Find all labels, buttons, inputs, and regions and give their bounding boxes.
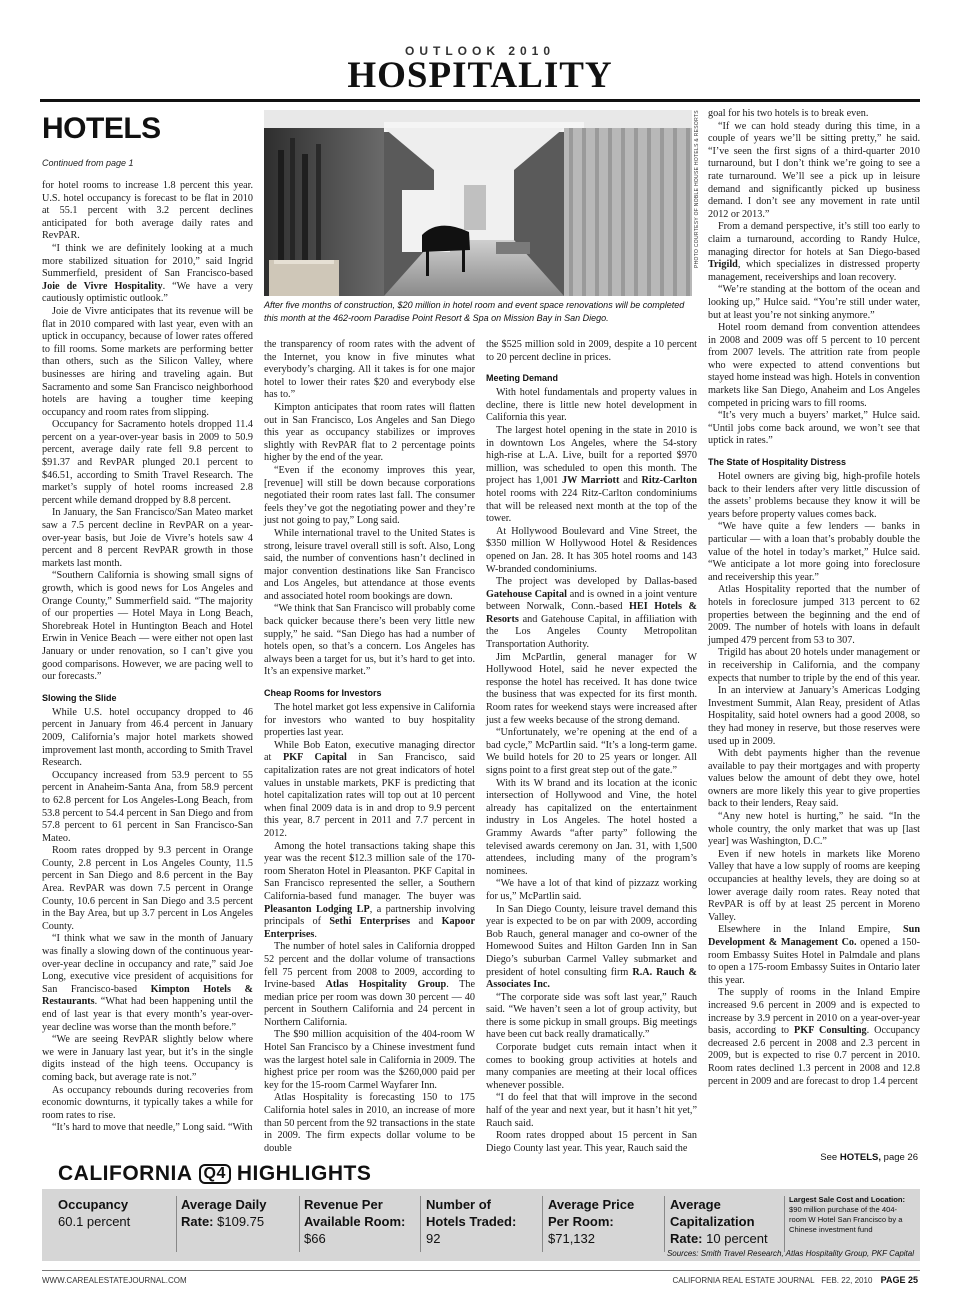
quarter-badge: Q4 xyxy=(199,1164,231,1184)
footer-info xyxy=(672,1275,918,1285)
highlight-price-per-room xyxy=(548,1196,663,1252)
highlight-label: Revenue Per xyxy=(304,1197,383,1212)
page-masthead: HOSPITALITY xyxy=(347,55,613,96)
highlights-title-left: CALIFORNIA xyxy=(58,1162,193,1185)
see-section: HOTELS, xyxy=(839,1152,882,1163)
highlight-value: 92 xyxy=(426,1231,441,1246)
highlight-divider xyxy=(299,1196,300,1252)
highlight-divider xyxy=(176,1196,177,1252)
article-column-4: goal for his two hotels is to break even. “If we can hold steady during this time, in a couple of years we’ll be sitting pretty,” he said. “I’ve seen the first signs of a third-quarter 2010 turnaround, but I don’t think we’re going to see a rate turnaround. We’ll see a pick up in leisure demand and significantly picked up business demand. I don’t see any movement in rate until 2012 or 2013.” From a demand perspective, it’s still too early to claim a turnaround, according to Randy Hulce, managing director for hotels at San Diego-based Trigild, which specializes in distressed property management, receiverships and loan recovery. “We’re standing at the bottom of the ocean and looking up,” Hulce said. “You’re still under water, but at least you’re not sinking anymore.” Hotel room demand from convention attendees in 2008 and 2009 was off 5 percent to 10 percent from 2007 levels. The attrition rate from people who were expected to attend conventions but stayed home instead was high. Hotels in convention markets like San Diego, Anaheim and Los Angeles competed in pricing wars to fill rooms. “It’s very much a buyers’ market,” Hulce said. “Until jobs come back around, we won’t see that uptick in rates.” The State of Hospitality Distress Hotel owners are giving big, high-profile hotels back to their lenders after very little discussion of the assets’ problems because they know it will be years before property values comes back. “We have quite a few lenders — banks in particular — with a loan that’s probably double the value of the hotel in today’s market,” Hulce said. “We anticipate a lot more going into foreclosure and receivership this year.” Atlas Hospitality reported that the number of hotels in foreclosure jumped 313 percent to 62 properties between the beginning and the end of 2009. The number of hotels with loans in default jumped 479 percent from 53 to 307. Trigild has about 20 hotels under management or in receivership in California, and the company expects that number to triple by the end of this year. In an interview at January’s Americas Lodging Investment Summit, Alan Reay, president of Atlas Hospitality, said hotel owners had a good 2008, so they had money in reserve, but those reserves were used up in 2009. With debt payments higher than the revenue available to pay their mortgages and with property values below the amount of debt they owe, hotel owners are more likely this year to give properties back to their lenders, Reay said. “Any new hotel is hurting,” he said. “In the whole country, the only market that was up [last year] was Washington, D.C.” Even if new hotels in markets like Moreno Valley that have a low supply of rooms are keeping occupancies at healthy levels, they are doing so at lower average daily room rates. Reay noted that RevPAR is off by at least 25 percent in Moreno Valley. Elsewhere in the Inland Empire, Sun Development & Management Co. opened a 150-room Embassy Suites Hotel in Palmdale and plans to open a 175-room Embassy Suites in Ontario later this year. The supply of rooms in the Inland Empire increased 9.6 percent in 2009 and is expected to increase by 3.9 percent in 2010 on a year-over-year basis, according to PKF Consulting. Occupancy decreased 2.6 percent in 2008 and 2.3 percent in 2009, but is expected to rise 0.7 percent in 2010. Room rates declined 1.3 percent in 2008 and 12.8 percent in 2009 and are forecast to drop 1.4 percent xyxy=(708,108,920,1087)
highlight-value: $71,132 xyxy=(548,1231,595,1246)
highlight-hotels-traded xyxy=(426,1196,541,1252)
highlight-value: 60.1 percent xyxy=(58,1214,131,1229)
highlight-divider xyxy=(664,1196,665,1252)
highlight-divider xyxy=(784,1196,785,1252)
article-column-1: for hotel rooms to increase 1.8 percent this year. U.S. hotel occupancy is forecast to be flat in 2010 at 55.1 percent with 3.2 percent declines anticipated for both average daily rates and RevPAR. “I think we are definitely looking at a much more stabilized situation for 2010,” said Ingrid Summerfield, president of San Francisco-based Joie de Vivre Hospitality. “We have a very cautiously optimistic outlook.” Joie de Vivre anticipates that its revenue will be flat in 2010 compared with last year, even with an uptick in occupancy, because of lower rates offered to fill rooms. Some markets are performing better than others, such as the Silicon Valley, where businesses are hiring and traveling again. But Sacramento and some San Francisco neighborhood hotels are having a tougher time keeping occupancy and room rates from slipping. Occupancy for Sacramento hotels dropped 11.4 percent on a year-over-year basis in 2009 to 50.9 percent, average daily rate fell 9.8 percent to $91.37 and RevPAR plunged 20.1 percent to $46.51, according to Smith Travel Research. The market’s supply of hotel rooms increased 2.8 percent while demand dropped by 8.8 percent. In January, the San Francisco/San Mateo market saw a 7.5 percent decline in RevPAR on a year-over-year basis, but Joie de Vivre’s hotels saw 4 percent and 8 percent RevPAR growth in those markets last month. “Southern California is showing small signs of growth, which is good news for Los Angeles and Orange County,” Summerfield said. “The majority of our properties — Hotel Maya in Long Beach, Shorebreak Hotel in Huntington Beach and Hotel Erwin in Venice Beach — were either not open last January or under renovation, so I can’t give you good comparisons. However, we are pacing well to our forecasts.” Slowing the Slide While U.S. hotel occupancy dropped to 46 percent in January from 46.4 percent in January 2009, California’s major hotel markets showed improvement last month, according to Smith Travel Research. Occupancy increased from 53.9 percent to 55 percent in Anaheim-Santa Ana, from 58.9 percent to 62.8 percent for Los Angeles-Long Beach, from 53.8 percent to 54.4 percent in San Diego and from 57.8 percent to 61 percent in San Francisco-San Mateo. Room rates dropped by 9.3 percent in Orange County, 2.8 percent in Los Angeles County, 11.5 percent in San Diego and 8.6 percent in the Bay Area. RevPAR was down 7.5 percent in Orange County, 10.6 percent in San Diego and 3.5 percent in the Bay Area, but up 3.7 percent in Los Angeles County. “I think what we saw in the month of January was finally a slowing down of the continuous year-over-year decline in occupancy and rate,” said Joe Long, executive vice president of acquisitions for San Francisco-based Kimpton Hotels & Restaurants. “What had been happening until the end of last year is that every month’s year-over-year decline was worse than the month before.” “We are seeing RevPAR slightly below where we were in January last year, but it’s in the single digits instead of the high teens. Occupancy is coming back, but average rate is not.” As occupancy rebounds during recoveries from economic downturns, it typically takes a while for room rates to rise. “It’s hard to move that needle,” Long said. “With xyxy=(42,180,253,1134)
footer-rule xyxy=(42,1270,920,1271)
highlight-label: Occupancy xyxy=(58,1197,129,1212)
highlight-divider xyxy=(420,1196,421,1252)
footer-page-number: PAGE 25 xyxy=(880,1275,918,1285)
highlight-average-daily-rate xyxy=(181,1196,296,1252)
largest-sale-note xyxy=(789,1195,913,1235)
highlight-label-2: Rate: xyxy=(181,1214,214,1229)
highlight-label-2: Per Room: xyxy=(548,1214,614,1229)
highlight-label: Number of xyxy=(426,1197,491,1212)
highlight-label: Average xyxy=(670,1197,721,1212)
highlight-occupancy xyxy=(58,1196,173,1252)
article-column-3: the $525 million sold in 2009, despite a 10 percent to 20 percent decline in prices. Meeting Demand With hotel fundamentals and property values in decline, there is little new hotel development in California this year. The largest hotel opening in the state in 2010 is in downtown Los Angeles, where the 54-story high-rise at L.A. Live, built for a reported $970 million, was scheduled to open this month. The project has 1,001 JW Marriott and Ritz-Carlton hotel rooms with 224 Ritz-Carlton condominiums that will be released next month at the top of the tower. At Hollywood Boulevard and Vine Street, the $350 million W Hollywood Hotel & Residences opened on Jan. 28. It has 305 hotel rooms and 143 W-branded condominiums. The project was developed by Dallas-based Gatehouse Capital and is owned in a joint venture between Norwalk, Conn.-based HEI Hotels & Resorts and Gatehouse Capital, in affiliation with the Los Angeles County Metropolitan Transportation Authority. Jim McPartlin, general manager for W Hollywood Hotel, said he never expected the response the hotel has received. It has done twice the business that was expected for its first month. Room rates for weekend stays were increased after just a few weeks because of the strong demand. “Unfortunately, we’re opening at the end of a bad cycle,” McPartlin said. “It’s a long-term game. We build hotels for 20 to 25 years or longer. All signs point to a first great step out of the gate.” With its W brand and its location at the iconic intersection of Hollywood and Vine, the hotel already has capitalized on the entertainment industry in Los Angeles. The hotel hosted a Grammy Awards “after party” following the televised awards ceremony on Jan. 31, with 1,500 attendees, including many of the program’s nominees. “We have a lot of that kind of pizzazz working for us,” McPartlin said. In San Diego County, leisure travel demand this year is expected to be on par with 2009, according Bob Rauch, general manager and co-owner of the Homewood Suites and Hilton Garden Inn in San Diego’s suburban Carmel Valley submarket and president of hotel consulting firm R.A. Rauch & Associates Inc. “The corporate side was soft last year,” Rauch said. “We haven’t seen a lot of group activity, but there is some pickup in small groups. Big meetings have been cut back really dramatically.” Corporate budget cuts remain intact when it comes to booking group activities at hotels and many companies are meeting at their local offices whenever possible. “I do feel that that will improve in the second half of the year and next year, but it hasn’t hit yet,” Rauch said. Room rates dropped about 15 percent in San Diego County last year. This year, Rauch said the xyxy=(486,339,698,1154)
highlight-label-3: Rate: xyxy=(670,1231,703,1246)
highlights-sources: Sources: Smith Travel Research, Atlas Hospitality Group, PKF Capital xyxy=(666,1249,914,1258)
photo-credit: PHOTO COURTESY OF NOBLE HOUSE HOTELS & RESORTS xyxy=(694,110,700,268)
highlight-label: Average Daily xyxy=(181,1197,267,1212)
footer-website: WWW.CAREALESTATEJOURNAL.COM xyxy=(42,1276,187,1285)
footer-publication: CALIFORNIA REAL ESTATE JOURNAL xyxy=(672,1276,815,1285)
highlight-label-2: Capitalization xyxy=(670,1214,755,1229)
see-page: page 26 xyxy=(881,1152,918,1163)
photo-caption: After five months of construction, $20 million in hotel room and event space renovations will be completed this month at the 462-room Paradise Point Resort & Spa on Mission Bay in San Diego. xyxy=(264,300,685,323)
continued-note: Continued from page 1 xyxy=(42,158,134,168)
see-prefix: See xyxy=(820,1152,840,1163)
highlight-label: Average Price xyxy=(548,1197,635,1212)
highlight-label-2: Hotels Traded: xyxy=(426,1214,517,1229)
hotel-lobby-photo xyxy=(264,110,692,296)
continued-reference xyxy=(820,1152,918,1163)
highlights-title-right: HIGHLIGHTS xyxy=(236,1162,372,1185)
highlight-value: $109.75 xyxy=(217,1214,265,1229)
highlight-divider xyxy=(542,1196,543,1252)
largest-sale-text: $90 million purchase of the 404-room W Hotel San Francisco by a Chinese investment fund xyxy=(789,1205,903,1234)
lobby-illustration xyxy=(264,110,692,296)
highlight-value: 10 percent xyxy=(706,1231,768,1246)
article-column-2: the transparency of room rates with the advent of the Internet, you know in five minutes what everybody’s charging. All it takes is for one major hotel to lower their rates $20 and everybody else has to.” Kimpton anticipates that room rates will flatten out in San Francisco, Los Angeles and San Diego this year as occupancy stabilizes or improves slightly with RevPAR flat to 2 percentage points higher by the end of the year. “Even if the economy improves this year, [revenue] will still be down because corporations negotiated their room rates last fall. The consumer feels they’ve got the negotiating power and they’re just not going to pay,” Long said. While international travel to the United States is strong, leisure travel overall still is soft. Also, Long said, the number of conventions hasn’t declined in major convention destinations like San Francisco and Los Angeles, but attendance at those events and associated hotel room bookings are down. “We think that San Francisco will probably come back quicker because there’s been very little new supply,” he said. “San Diego has had a number of hotels open, so that’s a concern. Los Angeles has always been a target for us, but it’s hard to get into. It’s an expensive market.” Cheap Rooms for Investors The hotel market got less expensive in California for investors who wanted to buy hospitality properties last year. While Bob Eaton, executive managing director at PKF Capital in San Francisco, said capitalization rates are not great indicators of hotel values in unstable markets, PKF is predicting that hotel capitalization rates will top out at 10 percent when final 2009 data is in and drop to 9.9 percent this year, 8.7 percent in 2011 and 7.7 percent in 2012. Among the hotel transactions taking shape this year was the recent $12.3 million sale of the 170-room Sheraton Hotel in Pleasanton. PKF Capital in San Francisco represented the seller, a Southern California-based fund manager. The buyer was Pleasanton Lodging LP, a partnership involving principals of Sethi Enterprises and Kapoor Enterprises. The number of hotel sales in California dropped 52 percent and the dollar volume of transactions fell 75 percent from 2008 to 2009, according to Irvine-based Atlas Hospitality Group. The median price per room was down 30 percent — 40 percent in Southern California and 24 percent in Northern California. The $90 million acquisition of the 404-room W Hotel San Francisco by a Chinese investment fund was the largest hotel sale in California in 2009. The highest price per room was the $260,000 paid per key for the 15-room Carmel Wayfarer Inn. Atlas Hospitality is forecasting 150 to 175 California hotel sales in 2010, an increase of more than 50 percent from the 92 transactions in the state in 2009. The firm expects dollar volume to be double xyxy=(264,339,475,1154)
highlights-title xyxy=(58,1162,371,1186)
outlook-kicker: OUTLOOK 2010 xyxy=(404,44,556,58)
highlight-value: $66 xyxy=(304,1231,326,1246)
section-title: HOTELS xyxy=(42,112,161,145)
highlight-label-2: Available Room: xyxy=(304,1214,406,1229)
highlight-cap-rate xyxy=(670,1196,782,1252)
highlight-revpar xyxy=(304,1196,419,1252)
masthead-rule xyxy=(40,99,920,102)
footer-date: FEB. 22, 2010 xyxy=(821,1276,873,1285)
largest-sale-label: Largest Sale Cost and Location: xyxy=(789,1195,906,1204)
